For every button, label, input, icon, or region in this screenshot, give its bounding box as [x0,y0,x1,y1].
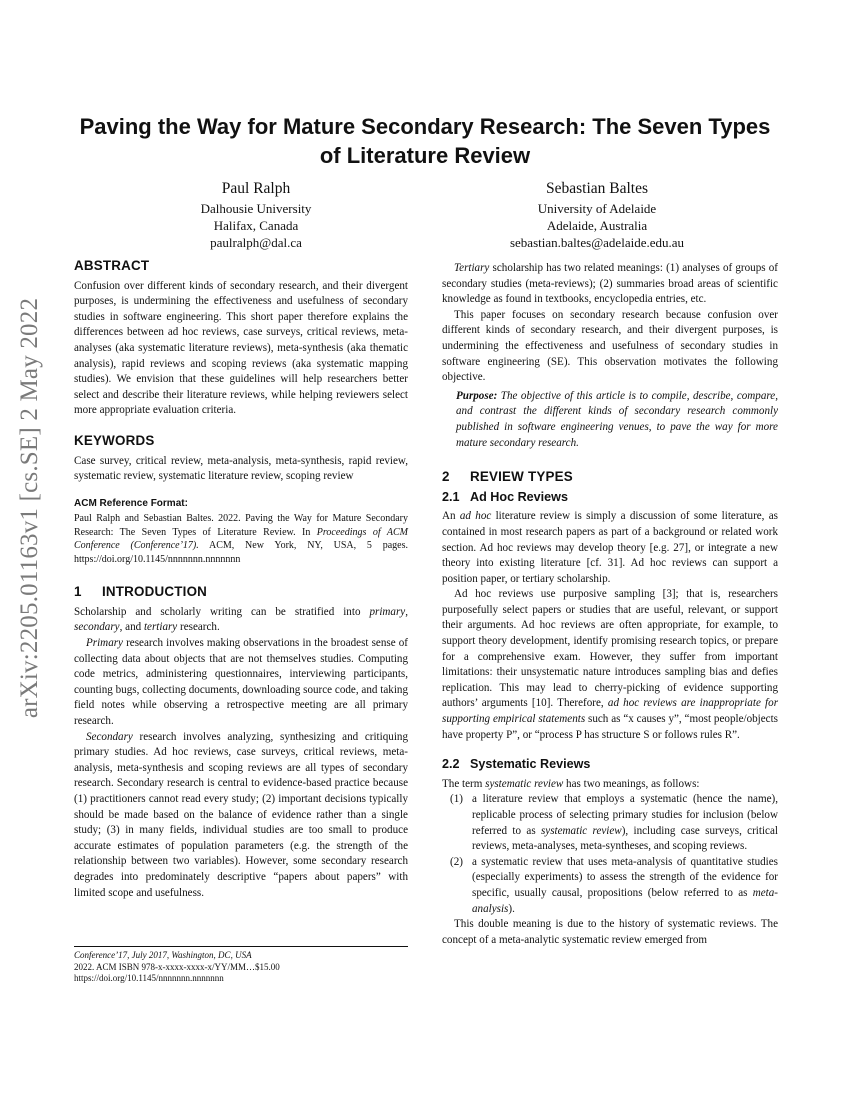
acm-reference-pre: Paul Ralph and Sebastian Baltes. 2022. Paving the Way for Mature Secondary Research: The Seven Types of Literature Review. In [74,513,408,538]
section-review-types-heading: 2 REVIEW TYPES [442,469,573,485]
left-column [74,258,408,901]
footnote [74,950,408,985]
author-affiliation: University of Adelaide [537,201,657,216]
footnote-doi: https://doi.org/10.1145/nnnnnnn.nnnnnnn [74,973,224,984]
author-location: Halifax, Canada [213,218,299,233]
abstract-heading: ABSTRACT [74,258,150,273]
double-meaning-paragraph: This double meaning is due to the history of systematic reviews. The concept of a meta-analytic systematic review emerged from [442,918,778,946]
author-name: Paul Ralph [221,180,291,197]
systematic-meanings-list [442,792,778,917]
acm-reference-post: ACM, New York, NY, USA, 5 pages. https://doi.org/10.1145/nnnnnnn.nnnnnnn [74,540,408,565]
adhoc-paragraph-2: Ad hoc reviews use purposive sampling [3]; that is, researchers purposefully select papers or studies that are useful, relevant, or support their arguments. Ad hoc reviews are often appropriate, for example, to support theory development, identify promising research topics, or prepare for a comprehensive exam. However, they suffer from important limitations: their unsystematic nature introduces sampling bias and defies replication. This may lead to cherry-picking of evidence supporting authors’ arguments [10]. Therefore, ad hoc reviews are inappropriate for supporting empirical statements such as “x causes y”, “most people/objects have property P”, or “process P has structure S or follows rules R”. [442,588,779,741]
acm-reference-heading: ACM Reference Format: [74,497,188,509]
author-location: Adelaide, Australia [546,218,648,233]
focus-paragraph: This paper focuses on secondary research because confusion over different kinds of secondary research, and their divergent purposes, is undermining the effectiveness and usefulness of secondary studies in software engineering (SE). This observation motivates the following objective. [442,308,778,384]
keywords-text: Case survey, critical review, meta-analysis, meta-synthesis, rapid review, systematic review, systematic literature review, scoping review [74,454,408,483]
subsection-systematic-heading: 2.2 Systematic Reviews [442,757,591,772]
intro-paragraph-3: Secondary research involves analyzing, synthesizing and critiquing primary studies. Ad hoc reviews, case surveys, critical reviews, meta-analysis, meta-synthesis and scoping reviews are all types of secondary research. Secondary research is central to evidence-based practice because (1) practitioners cannot read every study; (2) important decisions typically should be made based on the balance of evidence rather than a single study; (3) in many fields, individual studies are too small to produce accurate estimates of population parameters (e.g. the strength of the relationship between two variables). However, some secondary research degrades into predominately descriptive “papers about papers” with limited scope and usefulness. [74,730,408,899]
author-affiliation: Dalhousie University [200,201,312,216]
footnote-isbn: 2022. ACM ISBN 978-x-xxxx-xxxx-x/YY/MM…$15.00 [74,961,280,972]
intro-paragraph-2: Primary research involves making observations in the broadest sense of collecting data about objects that are not themselves studies. Computing code metrics, administering questionnaires, interviewing participants, counting bugs, collecting documents, downloading source code, and taking field notes while observing a retrospective meeting are all primary research. [74,637,408,727]
tertiary-paragraph: Tertiary scholarship has two related meanings: (1) analyses of groups of secondary studies (meta-reviews); (2) summaries broad areas of scientific knowledge as found in textbooks, encyclopedia entries, etc. [442,262,778,306]
intro-paragraph-1: Scholarship and scholarly writing can be stratified into primary, secondary, and tertiary research. [74,605,408,634]
acm-reference-proceedings: Proceedings of ACM Conference (Conference’17). [74,526,408,552]
author-name: Sebastian Baltes [545,180,649,197]
author-email: paulralph@dal.ca [210,235,302,250]
list-item: (1) a literature review that employs a systematic (hence the name), replicable process of selecting primary studies for inclusion (below referred to as systematic review), including case surveys, critical reviews, meta-analyses, meta-syntheses, and scoping reviews. [450,793,778,853]
abstract-text: Confusion over different kinds of secondary research, and their divergent purposes, is undermining the effectiveness and usefulness of secondary studies in software engineering. This short paper therefore explains the differences between ad hoc reviews, case surveys, critical reviews, meta-analyses (aka systematic literature reviews), meta-synthesis (aka thematic analysis), rapid reviews and scoping reviews (aka systematic mapping studies). We envision that these guidelines will help researchers better select and describe their literature reviews, while helping reviewers select more appropriate evaluation criteria. [74,279,408,417]
section-introduction-heading: 1 INTRODUCTION [74,584,208,600]
author-block-1 [136,178,376,251]
right-column [442,261,778,948]
arxiv-identifier: arXiv:2205.01163v1 [cs.SE] 2 May 2022 [16,297,43,719]
footnote-rule [74,946,408,947]
purpose-statement: Purpose: The objective of this article is to compile, describe, compare, and contrast the different kinds of secondary research commonly published in software engineering venues, to pave the way for more mature secondary research. [456,389,778,449]
arxiv-sidebar [4,268,56,748]
adhoc-paragraph-1: An ad hoc literature review is simply a discussion of some literature, as contained in most research papers as part of a background or related work section. Ad hoc reviews may develop theory [e.g. 27], or integrate a new theory into existing literature [cf. 31]. Ad hoc reviews can support a position paper, or tertiary scholarship. [442,510,779,585]
acm-reference [74,497,408,567]
paper-title: Paving the Way for Mature Secondary Research: The Seven Types of Literature Review [79,114,771,168]
list-item: (2) a systematic review that uses meta-analysis of quantitative studies (especially experiments) to assess the strength of the evidence for specific, usually causal, propositions (below referred to as meta-analysis). [450,855,778,915]
subsection-adhoc-heading: 2.1 Ad Hoc Reviews [442,489,568,504]
footnote-conference: Conference’17, July 2017, Washington, DC, USA [74,950,252,960]
author-block-2 [462,178,732,251]
systematic-intro: The term systematic review has two meanings, as follows: [442,777,700,790]
author-email: sebastian.baltes@adelaide.edu.au [509,235,685,250]
keywords-heading: KEYWORDS [74,432,155,448]
